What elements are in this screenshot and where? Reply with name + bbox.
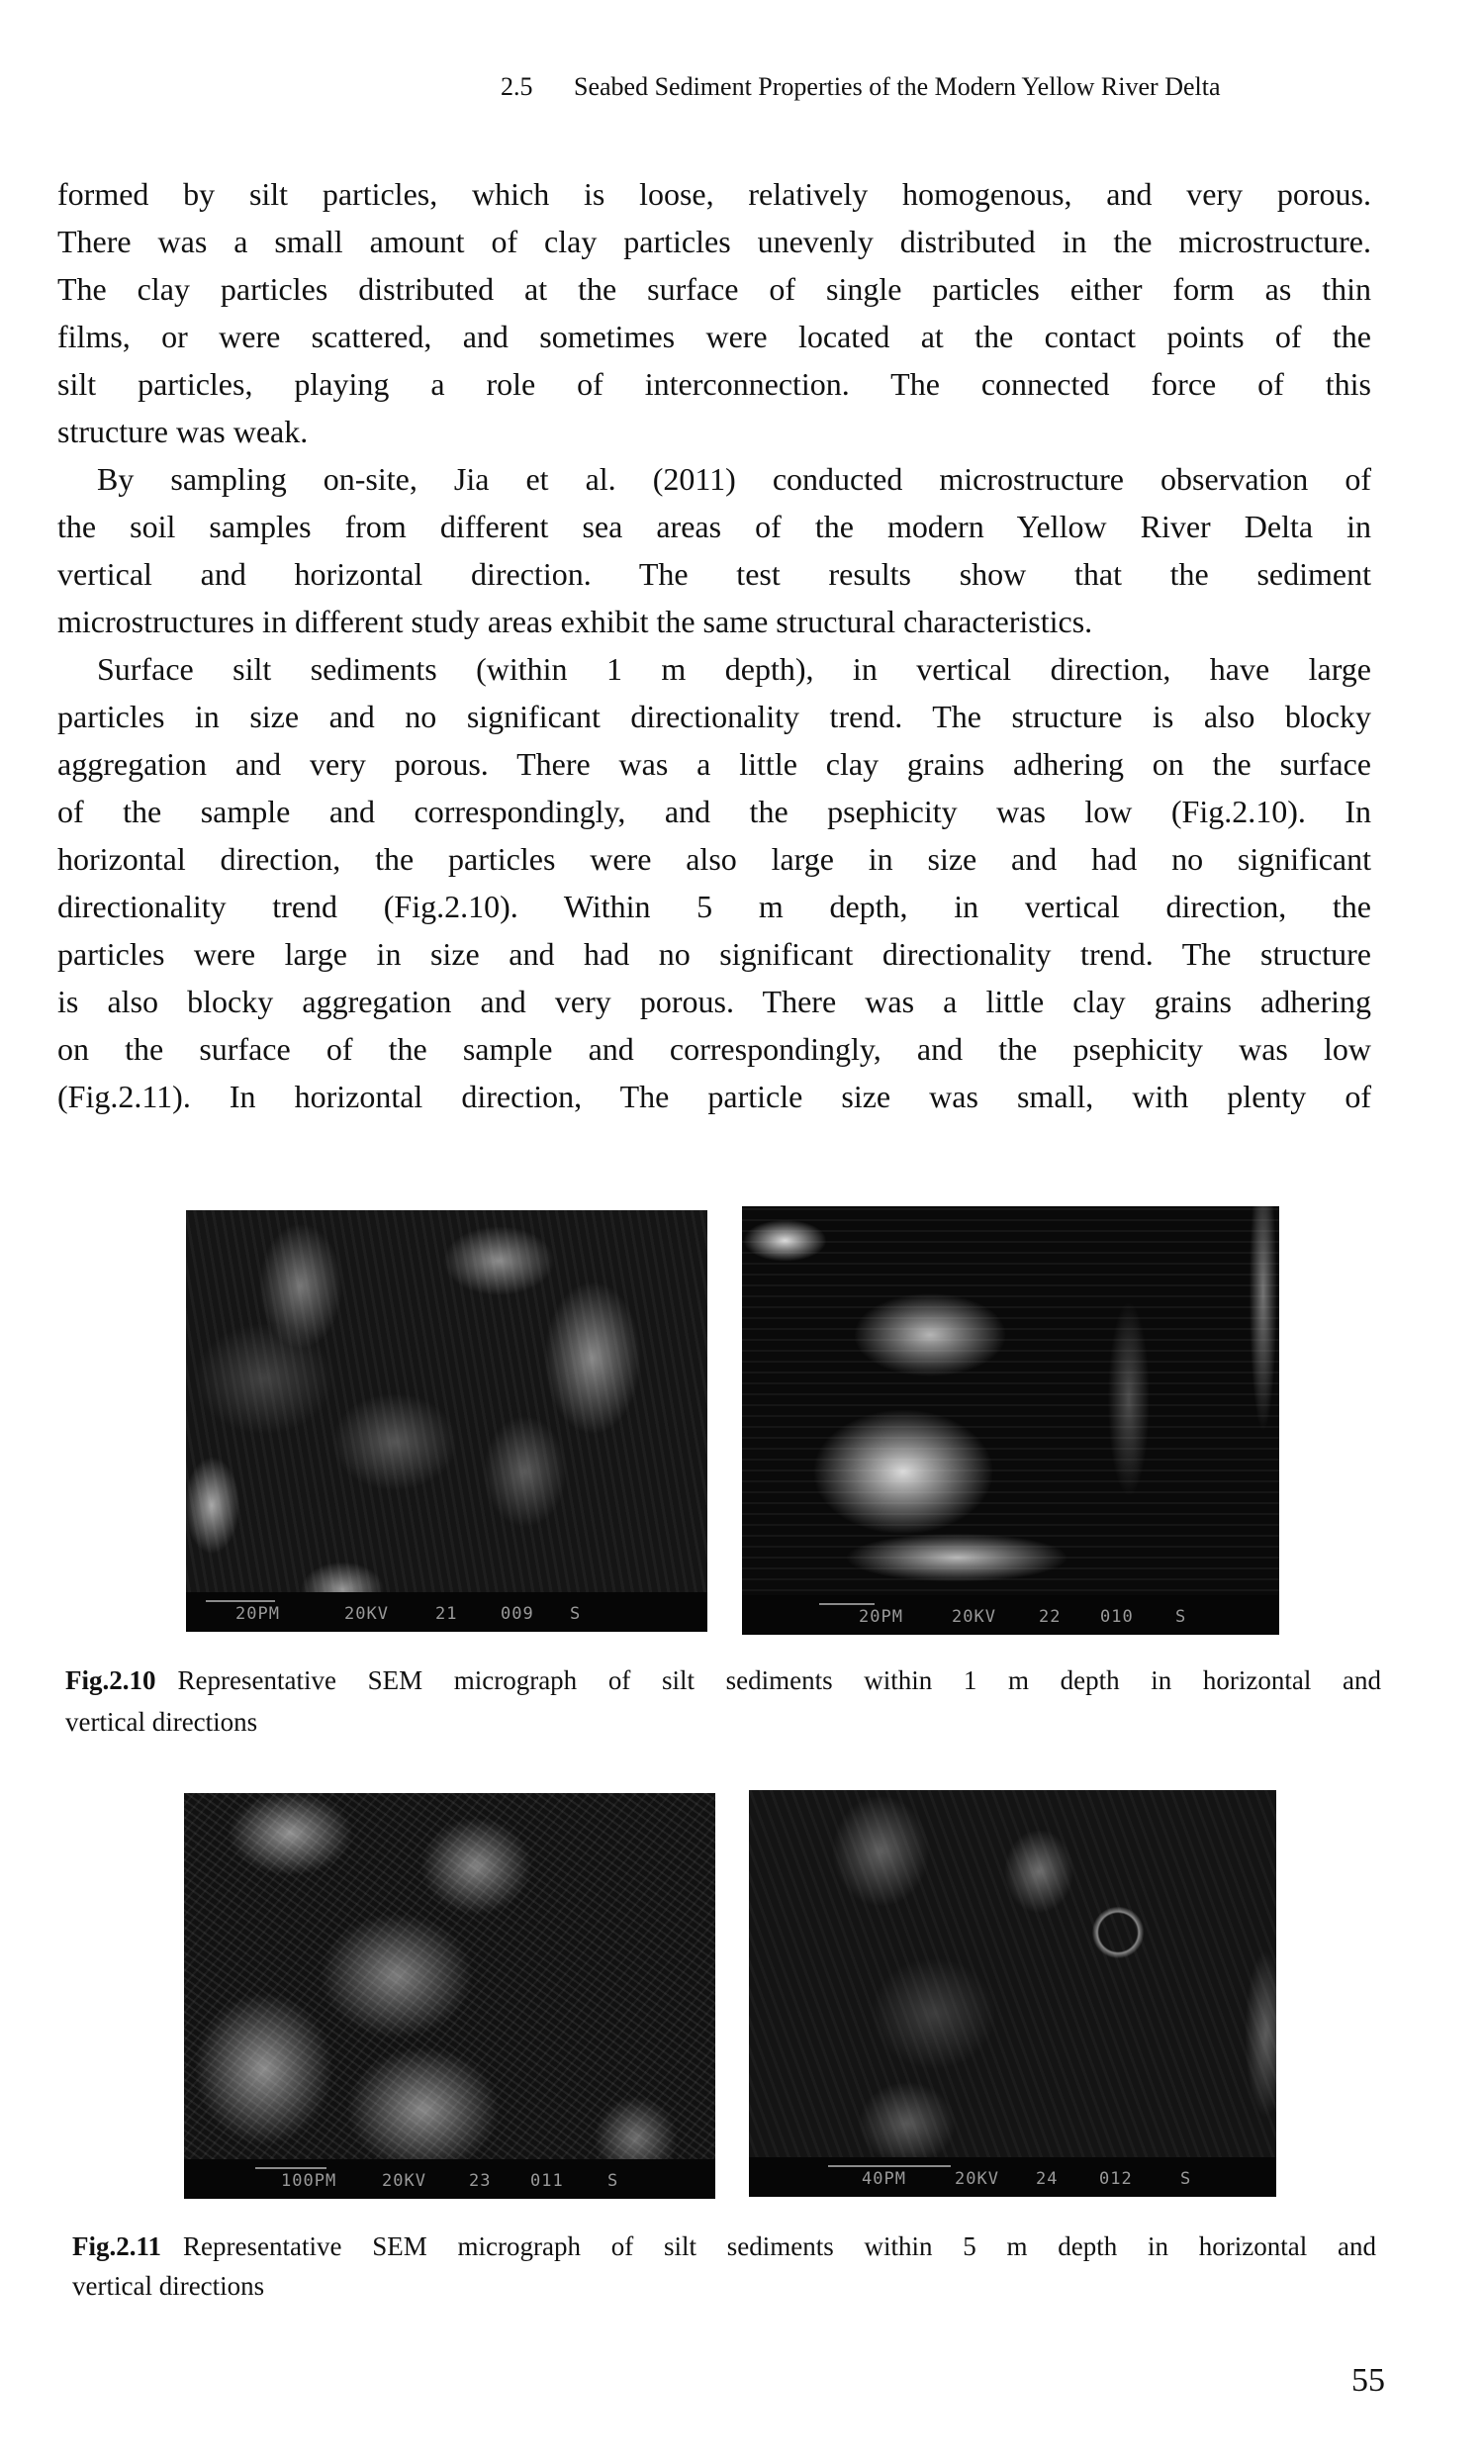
sem-micrograph-fig-2-10-vertical	[742, 1206, 1279, 1635]
sem-number-label: 24	[1036, 2169, 1059, 2189]
caption-text: Representative SEM micrograph of silt sediments within 1 m depth in horizontal and	[177, 1665, 1381, 1695]
caption-text: vertical directions	[65, 1707, 258, 1737]
figure-label: Fig.2.11	[72, 2231, 162, 2261]
text-line: aggregation and very porous. There was a little clay grains adhering on the surface	[57, 746, 1371, 782]
sem-number-label: 22	[1039, 1607, 1062, 1627]
text-line: silt particles, playing a role of interconnection. The connected force of this	[57, 366, 1371, 402]
sem-micrograph-fig-2-10-horizontal	[186, 1210, 707, 1632]
text-line: of the sample and correspondingly, and the psephicity was low (Fig.2.10). In	[57, 794, 1371, 829]
sem-id-label: 012	[1099, 2169, 1133, 2189]
sem-scale-label: 20PM	[859, 1607, 903, 1627]
text-line: The clay particles distributed at the surface of single particles either form as thin	[57, 271, 1371, 307]
text-line: There was a small amount of clay particles unevenly distributed in the microstructure.	[57, 224, 1371, 259]
figure-caption-2-11	[72, 2226, 1376, 2267]
text-line: formed by silt particles, which is loose, relatively homogenous, and very porous.	[57, 176, 1371, 212]
sem-mode-label: S	[607, 2171, 619, 2191]
text-line: particles were large in size and had no significant directionality trend. The structure	[57, 936, 1371, 972]
scale-bar	[828, 2165, 951, 2167]
section-title: Seabed Sediment Properties of the Modern Yellow River Delta	[574, 72, 1221, 101]
micrograph-image	[186, 1210, 707, 1632]
text-line: Surface silt sediments (within 1 m depth), in vertical direction, have large	[97, 651, 1371, 687]
text-line: particles in size and no significant directionality trend. The structure is also blocky	[57, 699, 1371, 734]
running-head	[501, 71, 1221, 103]
text-line: (Fig.2.11). In horizontal direction, The particle size was small, with plenty of	[57, 1079, 1371, 1114]
figure-label: Fig.2.10	[65, 1665, 156, 1695]
micrograph-image	[749, 1790, 1276, 2197]
caption-text: vertical directions	[72, 2271, 265, 2301]
text-line: is also blocky aggregation and very porous. There was a little clay grains adhering	[57, 984, 1371, 1019]
text-line: horizontal direction, the particles were also large in size and had no significant	[57, 841, 1371, 877]
text-line: microstructures in different study areas exhibit the same structural characteristics.	[57, 604, 1093, 639]
text-line: films, or were scattered, and sometimes were located at the contact points of the	[57, 319, 1371, 354]
sem-number-label: 21	[435, 1604, 458, 1624]
micrograph-image	[184, 1793, 715, 2199]
sem-info-bar	[749, 2157, 1276, 2197]
sem-info-bar	[742, 1595, 1279, 1635]
sem-voltage-label: 20KV	[382, 2171, 426, 2191]
scale-bar	[206, 1600, 275, 1602]
sem-mode-label: S	[1175, 1607, 1187, 1627]
sem-voltage-label: 20KV	[344, 1604, 389, 1624]
sem-micrograph-fig-2-11-vertical	[749, 1790, 1276, 2197]
caption-text: Representative SEM micrograph of silt sediments within 5 m depth in horizontal and	[183, 2231, 1376, 2261]
sem-voltage-label: 20KV	[955, 2169, 999, 2189]
figure-caption-2-10-cont	[65, 1701, 1381, 1743]
text-line: structure was weak.	[57, 414, 309, 449]
sem-id-label: 011	[530, 2171, 564, 2191]
text-line: By sampling on-site, Jia et al. (2011) conducted microstructure observation of	[97, 461, 1371, 497]
sem-mode-label: S	[570, 1604, 582, 1624]
sem-scale-label: 20PM	[235, 1604, 280, 1624]
sem-scale-label: 40PM	[862, 2169, 906, 2189]
micrograph-image	[742, 1206, 1279, 1635]
figure-caption-2-10	[65, 1659, 1381, 1701]
sem-id-label: 010	[1100, 1607, 1134, 1627]
sem-info-bar	[184, 2159, 715, 2199]
text-line: vertical and horizontal direction. The test results show that the sediment	[57, 556, 1371, 592]
page-number: 55	[1351, 2362, 1385, 2399]
section-number: 2.5	[501, 72, 533, 101]
sem-mode-label: S	[1180, 2169, 1192, 2189]
sem-scale-label: 100PM	[281, 2171, 337, 2191]
text-line: on the surface of the sample and correspondingly, and the psephicity was low	[57, 1031, 1371, 1067]
text-line: directionality trend (Fig.2.10). Within 5 m depth, in vertical direction, the	[57, 889, 1371, 924]
figure-caption-2-11-cont	[72, 2265, 1376, 2307]
scale-bar	[819, 1603, 875, 1605]
sem-voltage-label: 20KV	[952, 1607, 996, 1627]
scale-bar	[255, 2167, 326, 2169]
sem-id-label: 009	[501, 1604, 534, 1624]
text-line: the soil samples from different sea areas of the modern Yellow River Delta in	[57, 509, 1371, 544]
sem-micrograph-fig-2-11-horizontal	[184, 1793, 715, 2199]
sem-number-label: 23	[469, 2171, 492, 2191]
